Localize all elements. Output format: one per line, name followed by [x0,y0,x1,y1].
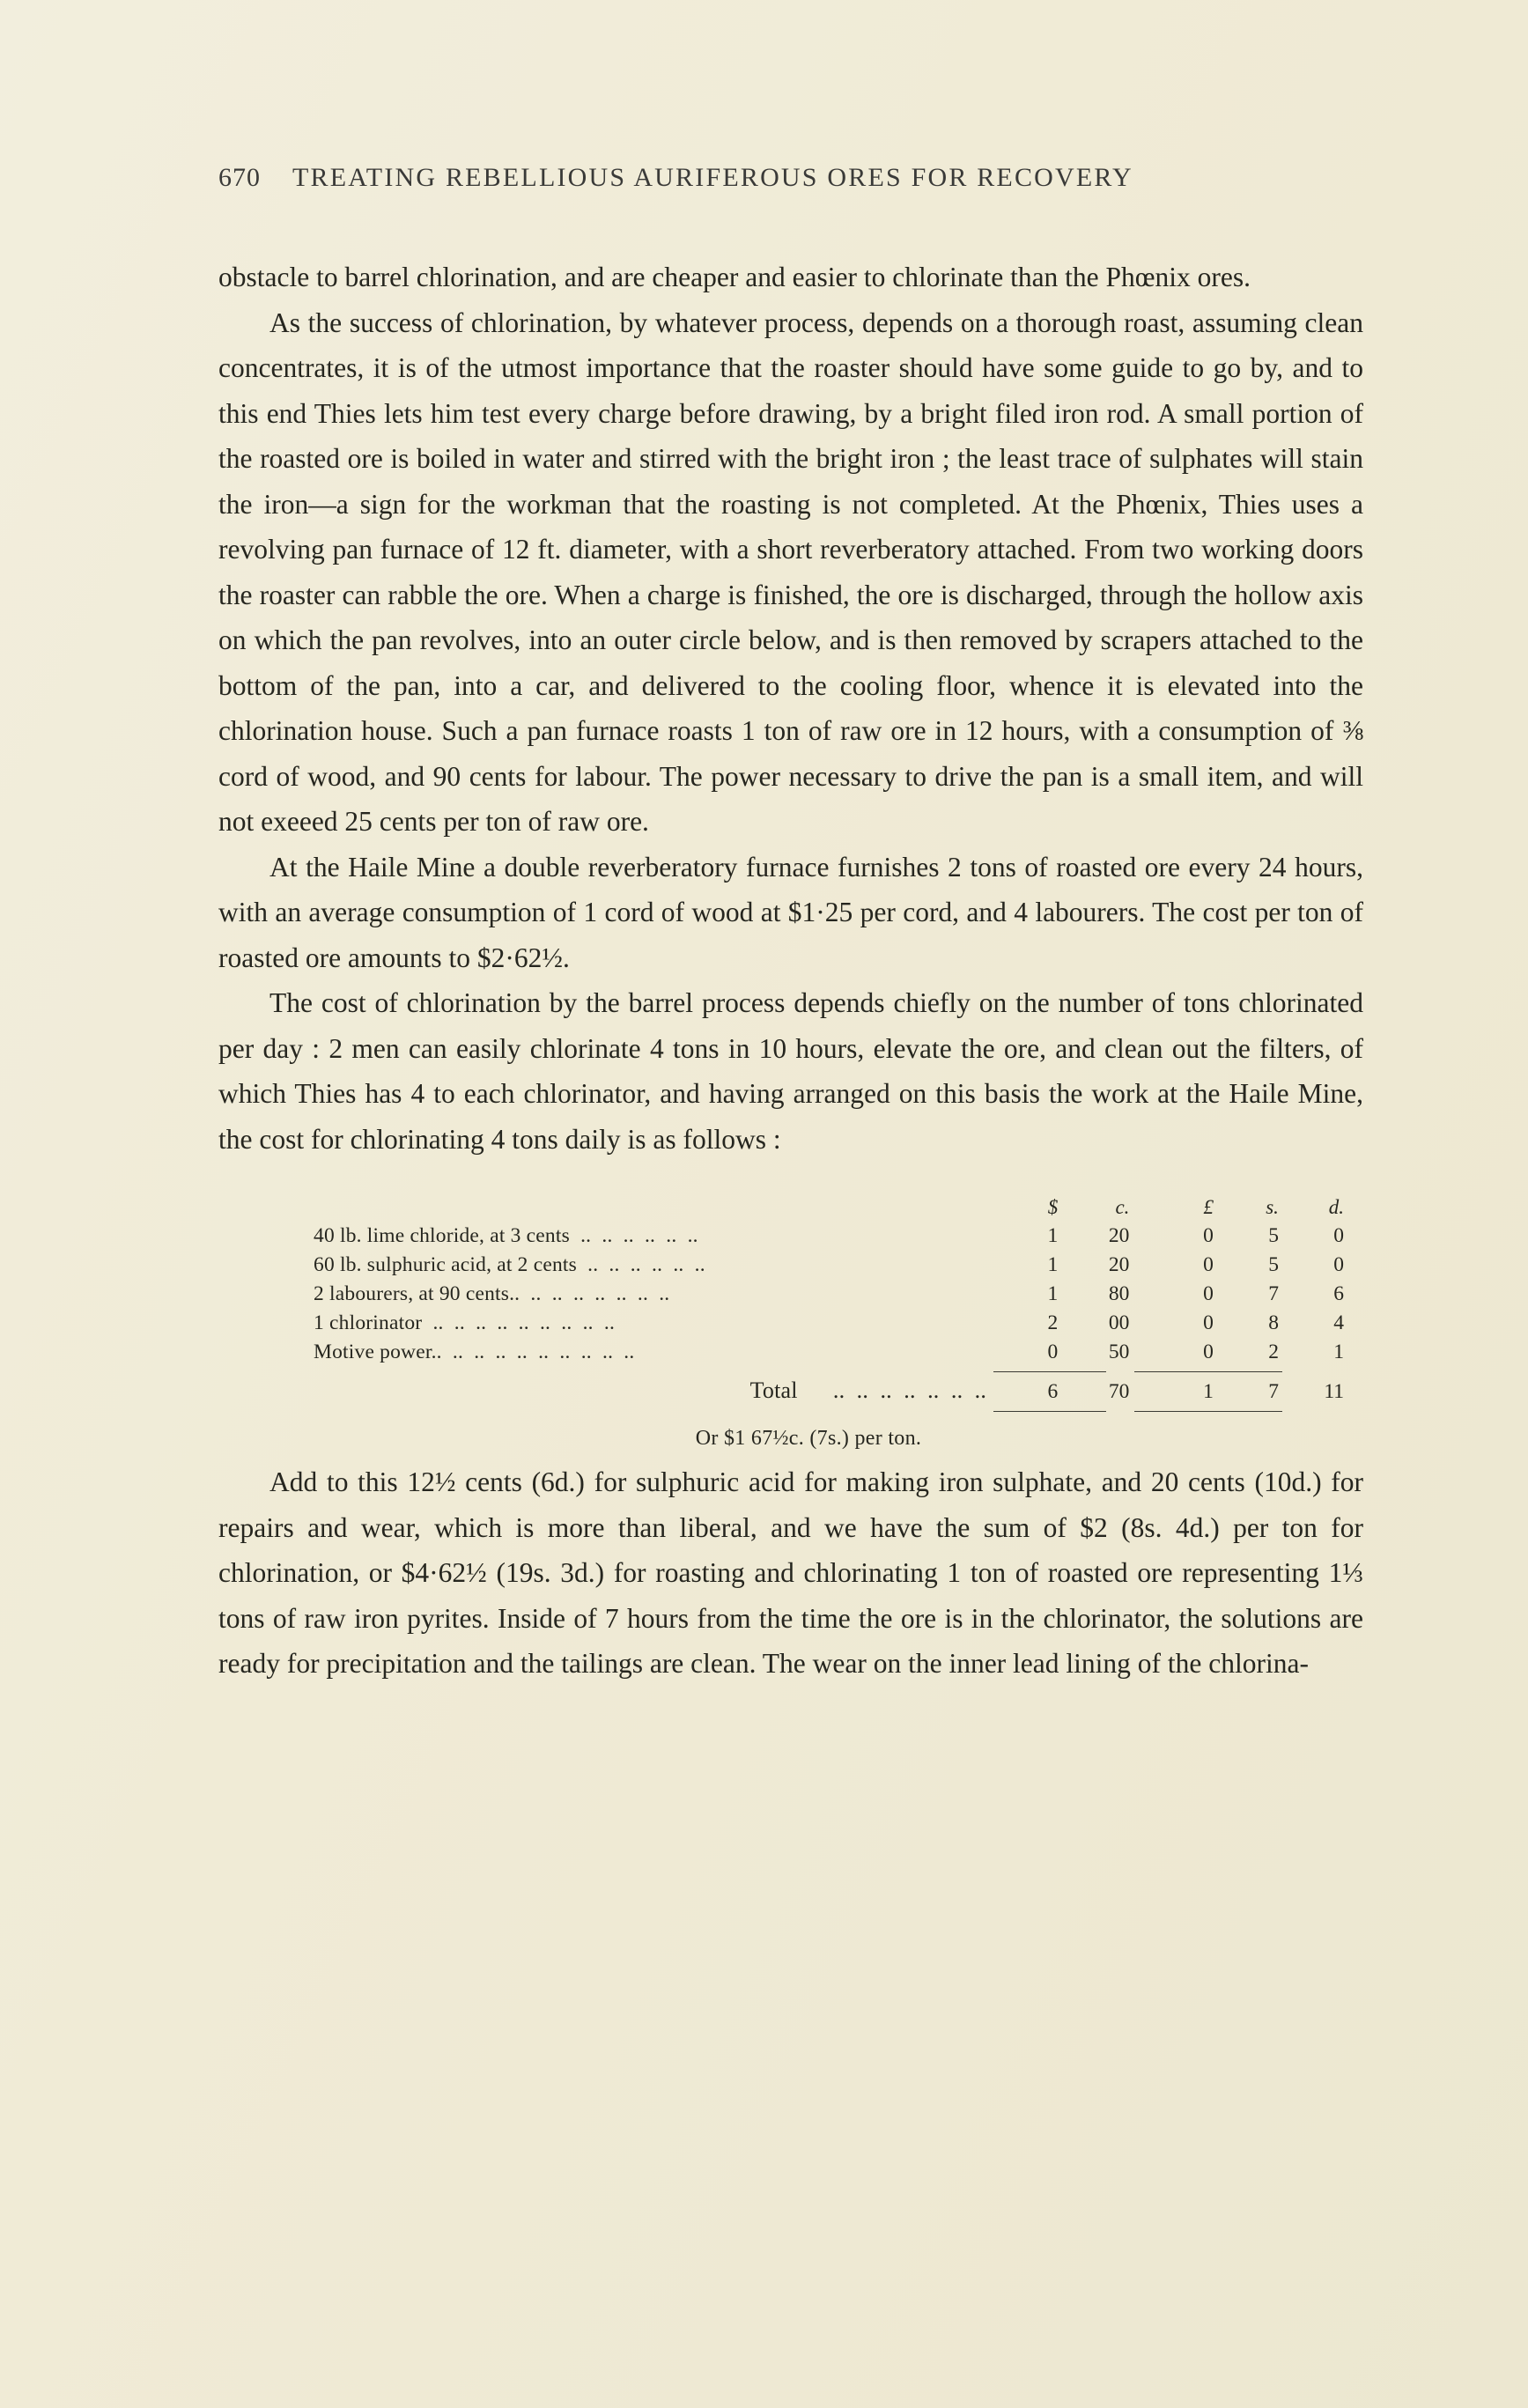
paragraph-1: obstacle to barrel chlorination, and are cheaper and easier to chlorinate than the Phœnix ores. [218,262,1251,292]
row-dollars: 2 [1047,1311,1059,1334]
rule-blank [314,1367,986,1375]
total-label-text: Total [749,1378,798,1403]
row-cents: 20 [1108,1253,1130,1276]
row-pence: 1 [1333,1341,1344,1363]
row-pence: 6 [1333,1282,1344,1305]
row-pounds: 0 [1203,1224,1214,1247]
table-header-row [314,1193,1344,1222]
page-number: 670 [218,163,261,192]
table-rule-row [314,1367,1344,1375]
table-row [314,1338,1344,1367]
total-pence: 11 [1324,1380,1344,1403]
row-dollars: 1 [1047,1253,1059,1276]
cost-table [314,1193,1344,1415]
table-total-row [314,1375,1344,1407]
running-head-title: TREATING REBELLIOUS AURIFEROUS ORES FOR RECOVERY [292,163,1133,192]
row-cents: 80 [1108,1282,1130,1305]
row-item: 1 chlorinator .. .. .. .. .. .. .. .. .. [314,1311,616,1334]
row-dollars: 1 [1047,1224,1059,1247]
row-pounds: 0 [1203,1253,1214,1276]
row-item-label: 2 labourers, at 90 cents [314,1282,510,1305]
table-note: Or $1 67½c. (7s.) per ton. [695,1427,922,1450]
paragraph-3: At the Haile Mine a double reverberatory furnace furnishes 2 tons of roasted ore every 24 hours, with an average consumption of 1 cord of wood at $1·25 per cord, and 4 labourers. The cost per ton of roasted ore amounts to $2·62½. [218,851,1363,973]
row-item: Motive power.. .. .. .. .. .. .. .. .. .. [314,1341,635,1363]
row-pounds: 0 [1203,1311,1214,1334]
row-item-label: 40 lb. lime chloride, at 3 cents [314,1224,570,1247]
row-item: 2 labourers, at 90 cents.. .. .. .. .. .. .. .. [314,1282,670,1305]
running-head [218,163,1363,193]
row-cents: 00 [1108,1311,1130,1334]
total-label: Total .. .. .. .. .. .. .. [749,1378,987,1403]
page-content [218,163,1363,1687]
row-shillings: 7 [1268,1282,1279,1305]
row-item-label: 60 lb. sulphuric acid, at 2 cents [314,1253,577,1276]
row-pence: 4 [1333,1311,1344,1334]
table-row [314,1251,1344,1280]
row-shillings: 2 [1268,1341,1279,1363]
row-item: 40 lb. lime chloride, at 3 cents .. .. .. .. .. .. [314,1224,698,1247]
row-cents: 20 [1108,1224,1130,1247]
row-item: 60 lb. sulphuric acid, at 2 cents .. .. .. .. .. .. [314,1253,705,1276]
table-row [314,1222,1344,1251]
rule-sterling [1129,1367,1344,1375]
row-shillings: 5 [1268,1253,1279,1276]
bottom-rule-blank [314,1407,986,1415]
bottom-rule-sterling [1129,1407,1344,1415]
cost-table-block [218,1193,1363,1451]
row-pence: 0 [1333,1253,1344,1276]
table-row [314,1280,1344,1309]
total-shillings: 7 [1268,1380,1279,1403]
header-dollars: $ [1047,1196,1059,1218]
header-pounds: £ [1203,1196,1214,1218]
row-dollars: 1 [1047,1282,1059,1305]
row-item-label: 1 chlorinator [314,1311,423,1334]
table-row [314,1309,1344,1338]
row-pounds: 0 [1203,1341,1214,1363]
row-shillings: 5 [1268,1224,1279,1247]
total-cents: 70 [1108,1380,1130,1403]
row-dollars: 0 [1047,1341,1059,1363]
row-cents: 50 [1108,1341,1130,1363]
header-blank [314,1193,986,1222]
row-pounds: 0 [1203,1282,1214,1305]
row-item-label: Motive power [314,1341,432,1363]
total-dollars: 6 [1047,1380,1059,1403]
header-cents: c. [1115,1196,1130,1218]
table-bottom-rule-row [314,1407,1344,1415]
header-pence: d. [1328,1196,1344,1218]
header-shillings: s. [1266,1196,1279,1218]
paragraph-closing: Add to this 12½ cents (6d.) for sulphuric acid for making iron sulphate, and 20 cents (10d.) for repairs and wear, which is more than liberal, and we have the sum of $2 (8s. 4d.) per ton for chlorination, or $4·62½ (19s. 3d.) for roasting and chlorinating 1 ton of roasted ore representing 1⅓ tons of raw iron pyrites. Inside of 7 hours from the time the ore is in the chlorinator, the solutions are ready for precipitation and the tailings are clean. The wear on the inner lead lining of the chlorina- [218,1466,1363,1679]
row-pence: 0 [1333,1224,1344,1247]
paragraph-2: As the success of chlorination, by whatever process, depends on a thorough roast, assuming clean concentrates, it is of the utmost importance that the roaster should have some guide to go by, and to this end Thies lets him test every charge before drawing, by a bright filed iron rod. A small portion of the roasted ore is boiled in water and stirred with the bright iron ; the least trace of sulphates will stain the iron—a sign for the workman that the roasting is not completed. At the Phœnix, Thies uses a revolving pan furnace of 12 ft. diameter, with a short reverberatory attached. From two working doors the roaster can rabble the ore. When a charge is finished, the ore is discharged, through the hollow axis on which the pan revolves, into an outer circle below, and is then removed by scrapers attached to the bottom of the pan, into a car, and delivered to the cooling floor, whence it is elevated into the chlorination house. Such a pan furnace roasts 1 ton of raw ore in 12 hours, with a consumption of ⅜ cord of wood, and 90 cents for labour. The power necessary to drive the pan is a small item, and will not exeeed 25 cents per ton of raw ore. [218,307,1363,837]
bottom-rule-dollars [986,1407,1129,1415]
paragraph-4: The cost of chlorination by the barrel process depends chiefly on the number of tons chlorinated per day : 2 men can easily chlorinate 4 tons in 10 hours, elevate the ore, and clean out the filters, of which Thies has 4 to each chlorinator, and having arranged on this basis the work at the Haile Mine, the cost for chlorinating 4 tons daily is as follows : [218,987,1363,1155]
total-pounds: 1 [1203,1380,1214,1403]
rule-dollars [986,1367,1129,1375]
row-shillings: 8 [1268,1311,1279,1334]
